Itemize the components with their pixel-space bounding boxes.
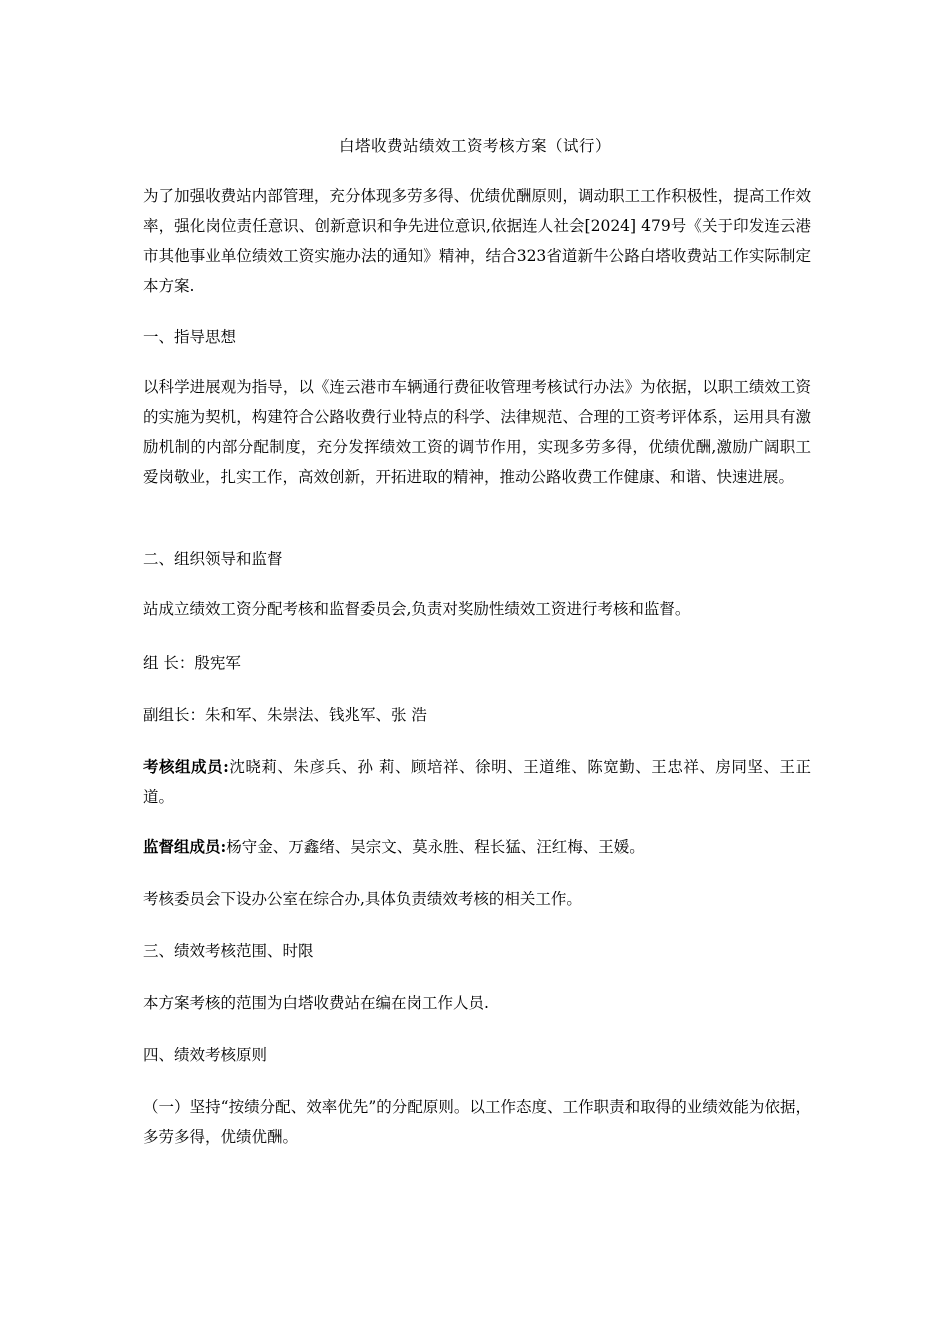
supervisors-paragraph	[143, 832, 811, 862]
office-paragraph: 考核委员会下设办公室在综合办,具体负责绩效考核的相关工作。	[143, 890, 582, 908]
assessment-members-list: 沈晓莉、朱彦兵、孙 莉、顾培祥、徐明、王道维、陈宽勤、王忠祥、房同坚、王正道。	[143, 758, 811, 806]
supervisors-list: 杨守金、万鑫绪、吴宗文、莫永胜、程长猛、汪红梅、王媛。	[226, 838, 645, 856]
section-heading-principles: 四、绩效考核原则	[143, 1046, 268, 1064]
guiding-ideology-paragraph: 以科学进展观为指导，以《连云港市车辆通行费征收管理考核试行办法》为依据，以职工绩效工资的实施为契机，构建符合公路收费行业特点的科学、法律规范、合理的工资考评体系，运用具有激励机制的内部分配制度，充分发挥绩效工资的调节作用，实现多劳多得，优绩优酬,激励广阔职工爱岗敬业，扎实工作，高效创新，开拓进取的精神，推动公路收费工作健康、和谐、快速进展。	[143, 378, 811, 486]
scope-paragraph: 本方案考核的范围为白塔收费站在编在岗工作人员.	[143, 994, 489, 1012]
leader-line: 组 长：殷宪军	[143, 654, 241, 672]
principle-item-1: （一）坚持“按绩分配、效率优先”的分配原则。以工作态度、工作职责和取得的业绩效能为依据，多劳多得，优绩优酬。	[143, 1098, 811, 1146]
section-heading-organization: 二、组织领导和监督	[143, 550, 283, 568]
section-heading-guiding-ideology: 一、指导思想	[143, 328, 237, 346]
assessment-members-label: 考核组成员:	[143, 757, 229, 776]
section-heading-scope: 三、绩效考核范围、时限	[143, 942, 314, 960]
supervisors-label: 监督组成员:	[143, 837, 227, 856]
deputy-leader-line: 副组长：朱和军、朱崇法、钱兆军、张 浩	[143, 706, 427, 724]
intro-paragraph: 为了加强收费站内部管理，充分体现多劳多得、优绩优酬原则，调动职工工作积极性，提高工作效率，强化岗位责任意识、创新意识和争先进位意识,依据连人社会[2024] 479号《关于印发连云港市其他事业单位绩效工资实施办法的通知》精神，结合323省道新牛公路白塔收费站工作实际制定本方案.	[143, 187, 811, 295]
document-title: 白塔收费站绩效工资考核方案（试行）	[338, 137, 611, 155]
assessment-members-paragraph	[143, 752, 811, 812]
organization-paragraph: 站成立绩效工资分配考核和监督委员会,负责对奖励性绩效工资进行考核和监督。	[143, 600, 691, 618]
